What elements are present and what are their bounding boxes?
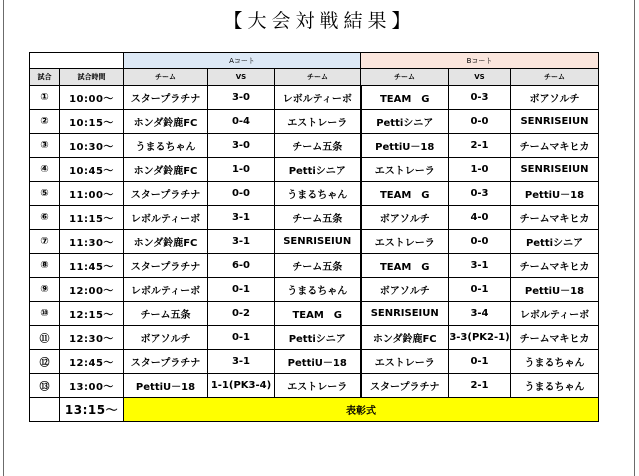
- match-time: 12:00～: [60, 278, 124, 302]
- match-time: 13:00～: [60, 374, 124, 398]
- court-b-score: 0-0: [449, 230, 511, 254]
- col-header-time: 試合時間: [60, 69, 124, 86]
- court-b-score: 1-0: [449, 158, 511, 182]
- match-time: 10:30～: [60, 134, 124, 158]
- court-a-team1: スタープラチナ: [124, 350, 208, 374]
- court-b-team1: ボアソルチ: [361, 278, 449, 302]
- court-b-team2: うまるちゃん: [511, 350, 599, 374]
- results-table: [29, 52, 599, 422]
- col-header-b-team1: チーム: [361, 69, 449, 86]
- match-number: ②: [30, 110, 60, 134]
- court-b-team1: ホンダ鈴鹿FC: [361, 326, 449, 350]
- court-b-team1: ボアソルチ: [361, 206, 449, 230]
- court-a-score: 3-0: [208, 86, 275, 110]
- match-row: [30, 86, 599, 110]
- court-a-team2: Pettiシニア: [275, 326, 361, 350]
- match-time: 12:15～: [60, 302, 124, 326]
- court-a-score: 0-2: [208, 302, 275, 326]
- court-a-score: 3-1: [208, 350, 275, 374]
- court-b-score: 0-1: [449, 350, 511, 374]
- court-a-team2: TEAM G: [275, 302, 361, 326]
- court-a-score: 0-4: [208, 110, 275, 134]
- match-row: [30, 326, 599, 350]
- court-a-header: Aコート: [124, 53, 361, 69]
- court-b-team2: ボアソルチ: [511, 86, 599, 110]
- col-header-b-team2: チーム: [511, 69, 599, 86]
- court-b-team2: チームマキヒカ: [511, 326, 599, 350]
- match-row: [30, 110, 599, 134]
- match-row: [30, 182, 599, 206]
- match-row: [30, 254, 599, 278]
- court-b-header: Bコート: [361, 53, 599, 69]
- court-a-team2: レボルティーボ: [275, 86, 361, 110]
- match-number: ⑦: [30, 230, 60, 254]
- court-b-team2: SENRISEIUN: [511, 110, 599, 134]
- court-a-score: 3-0: [208, 134, 275, 158]
- award-time: 13:15～: [60, 398, 124, 422]
- court-a-score: 3-1: [208, 230, 275, 254]
- match-row: [30, 302, 599, 326]
- match-row: [30, 374, 599, 398]
- court-b-team1: エストレーラ: [361, 350, 449, 374]
- match-row: [30, 350, 599, 374]
- match-number: ①: [30, 86, 60, 110]
- match-row: [30, 134, 599, 158]
- match-number: ④: [30, 158, 60, 182]
- court-b-team1: スタープラチナ: [361, 374, 449, 398]
- court-a-team1: スタープラチナ: [124, 86, 208, 110]
- court-a-team2: チーム五条: [275, 134, 361, 158]
- match-row: [30, 278, 599, 302]
- match-time: 11:30～: [60, 230, 124, 254]
- court-a-score: 0-1: [208, 278, 275, 302]
- court-a-team1: レボルティーボ: [124, 206, 208, 230]
- court-b-score: 2-1: [449, 134, 511, 158]
- match-row: [30, 230, 599, 254]
- match-number: ⑨: [30, 278, 60, 302]
- court-a-team1: スタープラチナ: [124, 182, 208, 206]
- match-number: ⑫: [30, 350, 60, 374]
- court-a-team2: うまるちゃん: [275, 182, 361, 206]
- page-title: 【大会対戦結果】: [223, 10, 416, 32]
- court-b-team2: チームマキヒカ: [511, 254, 599, 278]
- court-b-team1: SENRISEIUN: [361, 302, 449, 326]
- court-a-score: 0-1: [208, 326, 275, 350]
- award-blank: [30, 398, 60, 422]
- court-a-team1: うまるちゃん: [124, 134, 208, 158]
- court-b-score: 3-4: [449, 302, 511, 326]
- court-b-team1: TEAM G: [361, 254, 449, 278]
- match-time: 10:45～: [60, 158, 124, 182]
- court-b-score: 2-1: [449, 374, 511, 398]
- court-b-score: 4-0: [449, 206, 511, 230]
- court-b-team1: Pettiシニア: [361, 110, 449, 134]
- match-row: [30, 206, 599, 230]
- match-number: ⑤: [30, 182, 60, 206]
- court-a-team2: チーム五条: [275, 254, 361, 278]
- match-number: ⑬: [30, 374, 60, 398]
- court-b-score: 0-1: [449, 278, 511, 302]
- match-row: [30, 158, 599, 182]
- court-b-team1: TEAM G: [361, 182, 449, 206]
- match-number: ⑥: [30, 206, 60, 230]
- court-a-team1: チーム五条: [124, 302, 208, 326]
- court-a-team1: ボアソルチ: [124, 326, 208, 350]
- match-time: 12:45～: [60, 350, 124, 374]
- award-row: [30, 398, 599, 422]
- court-b-score: 3-3(PK2-1): [449, 326, 511, 350]
- court-a-team1: レボルティーボ: [124, 278, 208, 302]
- court-b-team2: レボルティーボ: [511, 302, 599, 326]
- match-number: ⑪: [30, 326, 60, 350]
- court-b-team1: エストレーラ: [361, 158, 449, 182]
- court-a-team2: エストレーラ: [275, 110, 361, 134]
- court-a-score: 0-0: [208, 182, 275, 206]
- match-time: 11:00～: [60, 182, 124, 206]
- court-a-team1: PettiU－18: [124, 374, 208, 398]
- col-header-a-team2: チーム: [275, 69, 361, 86]
- match-time: 12:30～: [60, 326, 124, 350]
- court-b-team2: チームマキヒカ: [511, 134, 599, 158]
- header-blank: [30, 53, 124, 69]
- match-number: ③: [30, 134, 60, 158]
- court-b-team1: TEAM G: [361, 86, 449, 110]
- court-a-team2: Pettiシニア: [275, 158, 361, 182]
- court-a-team1: スタープラチナ: [124, 254, 208, 278]
- match-time: 11:15～: [60, 206, 124, 230]
- court-b-score: 3-1: [449, 254, 511, 278]
- court-a-score: 3-1: [208, 206, 275, 230]
- col-header-match: 試合: [30, 69, 60, 86]
- court-a-score: 6-0: [208, 254, 275, 278]
- court-b-team2: Pettiシニア: [511, 230, 599, 254]
- match-number: ⑧: [30, 254, 60, 278]
- court-b-team2: PettiU－18: [511, 182, 599, 206]
- court-a-team2: うまるちゃん: [275, 278, 361, 302]
- court-a-team1: ホンダ鈴鹿FC: [124, 110, 208, 134]
- col-header-a-vs: VS: [208, 69, 275, 86]
- court-a-score: 1-1(PK3-4): [208, 374, 275, 398]
- court-a-team2: エストレーラ: [275, 374, 361, 398]
- court-b-score: 0-0: [449, 110, 511, 134]
- court-b-team2: SENRISEIUN: [511, 158, 599, 182]
- match-time: 10:00～: [60, 86, 124, 110]
- award-ceremony-label: 表彰式: [124, 398, 599, 422]
- court-b-score: 0-3: [449, 182, 511, 206]
- court-a-score: 1-0: [208, 158, 275, 182]
- match-time: 10:15～: [60, 110, 124, 134]
- court-a-team1: ホンダ鈴鹿FC: [124, 230, 208, 254]
- match-number: ⑩: [30, 302, 60, 326]
- court-b-score: 0-3: [449, 86, 511, 110]
- match-time: 11:45～: [60, 254, 124, 278]
- court-b-team2: うまるちゃん: [511, 374, 599, 398]
- court-a-team2: SENRISEIUN: [275, 230, 361, 254]
- court-a-team1: ホンダ鈴鹿FC: [124, 158, 208, 182]
- court-b-team1: PettiU－18: [361, 134, 449, 158]
- col-header-b-vs: VS: [449, 69, 511, 86]
- court-b-team2: PettiU－18: [511, 278, 599, 302]
- court-b-team1: エストレーラ: [361, 230, 449, 254]
- court-a-team2: PettiU－18: [275, 350, 361, 374]
- col-header-a-team1: チーム: [124, 69, 208, 86]
- court-b-team2: チームマキヒカ: [511, 206, 599, 230]
- court-a-team2: チーム五条: [275, 206, 361, 230]
